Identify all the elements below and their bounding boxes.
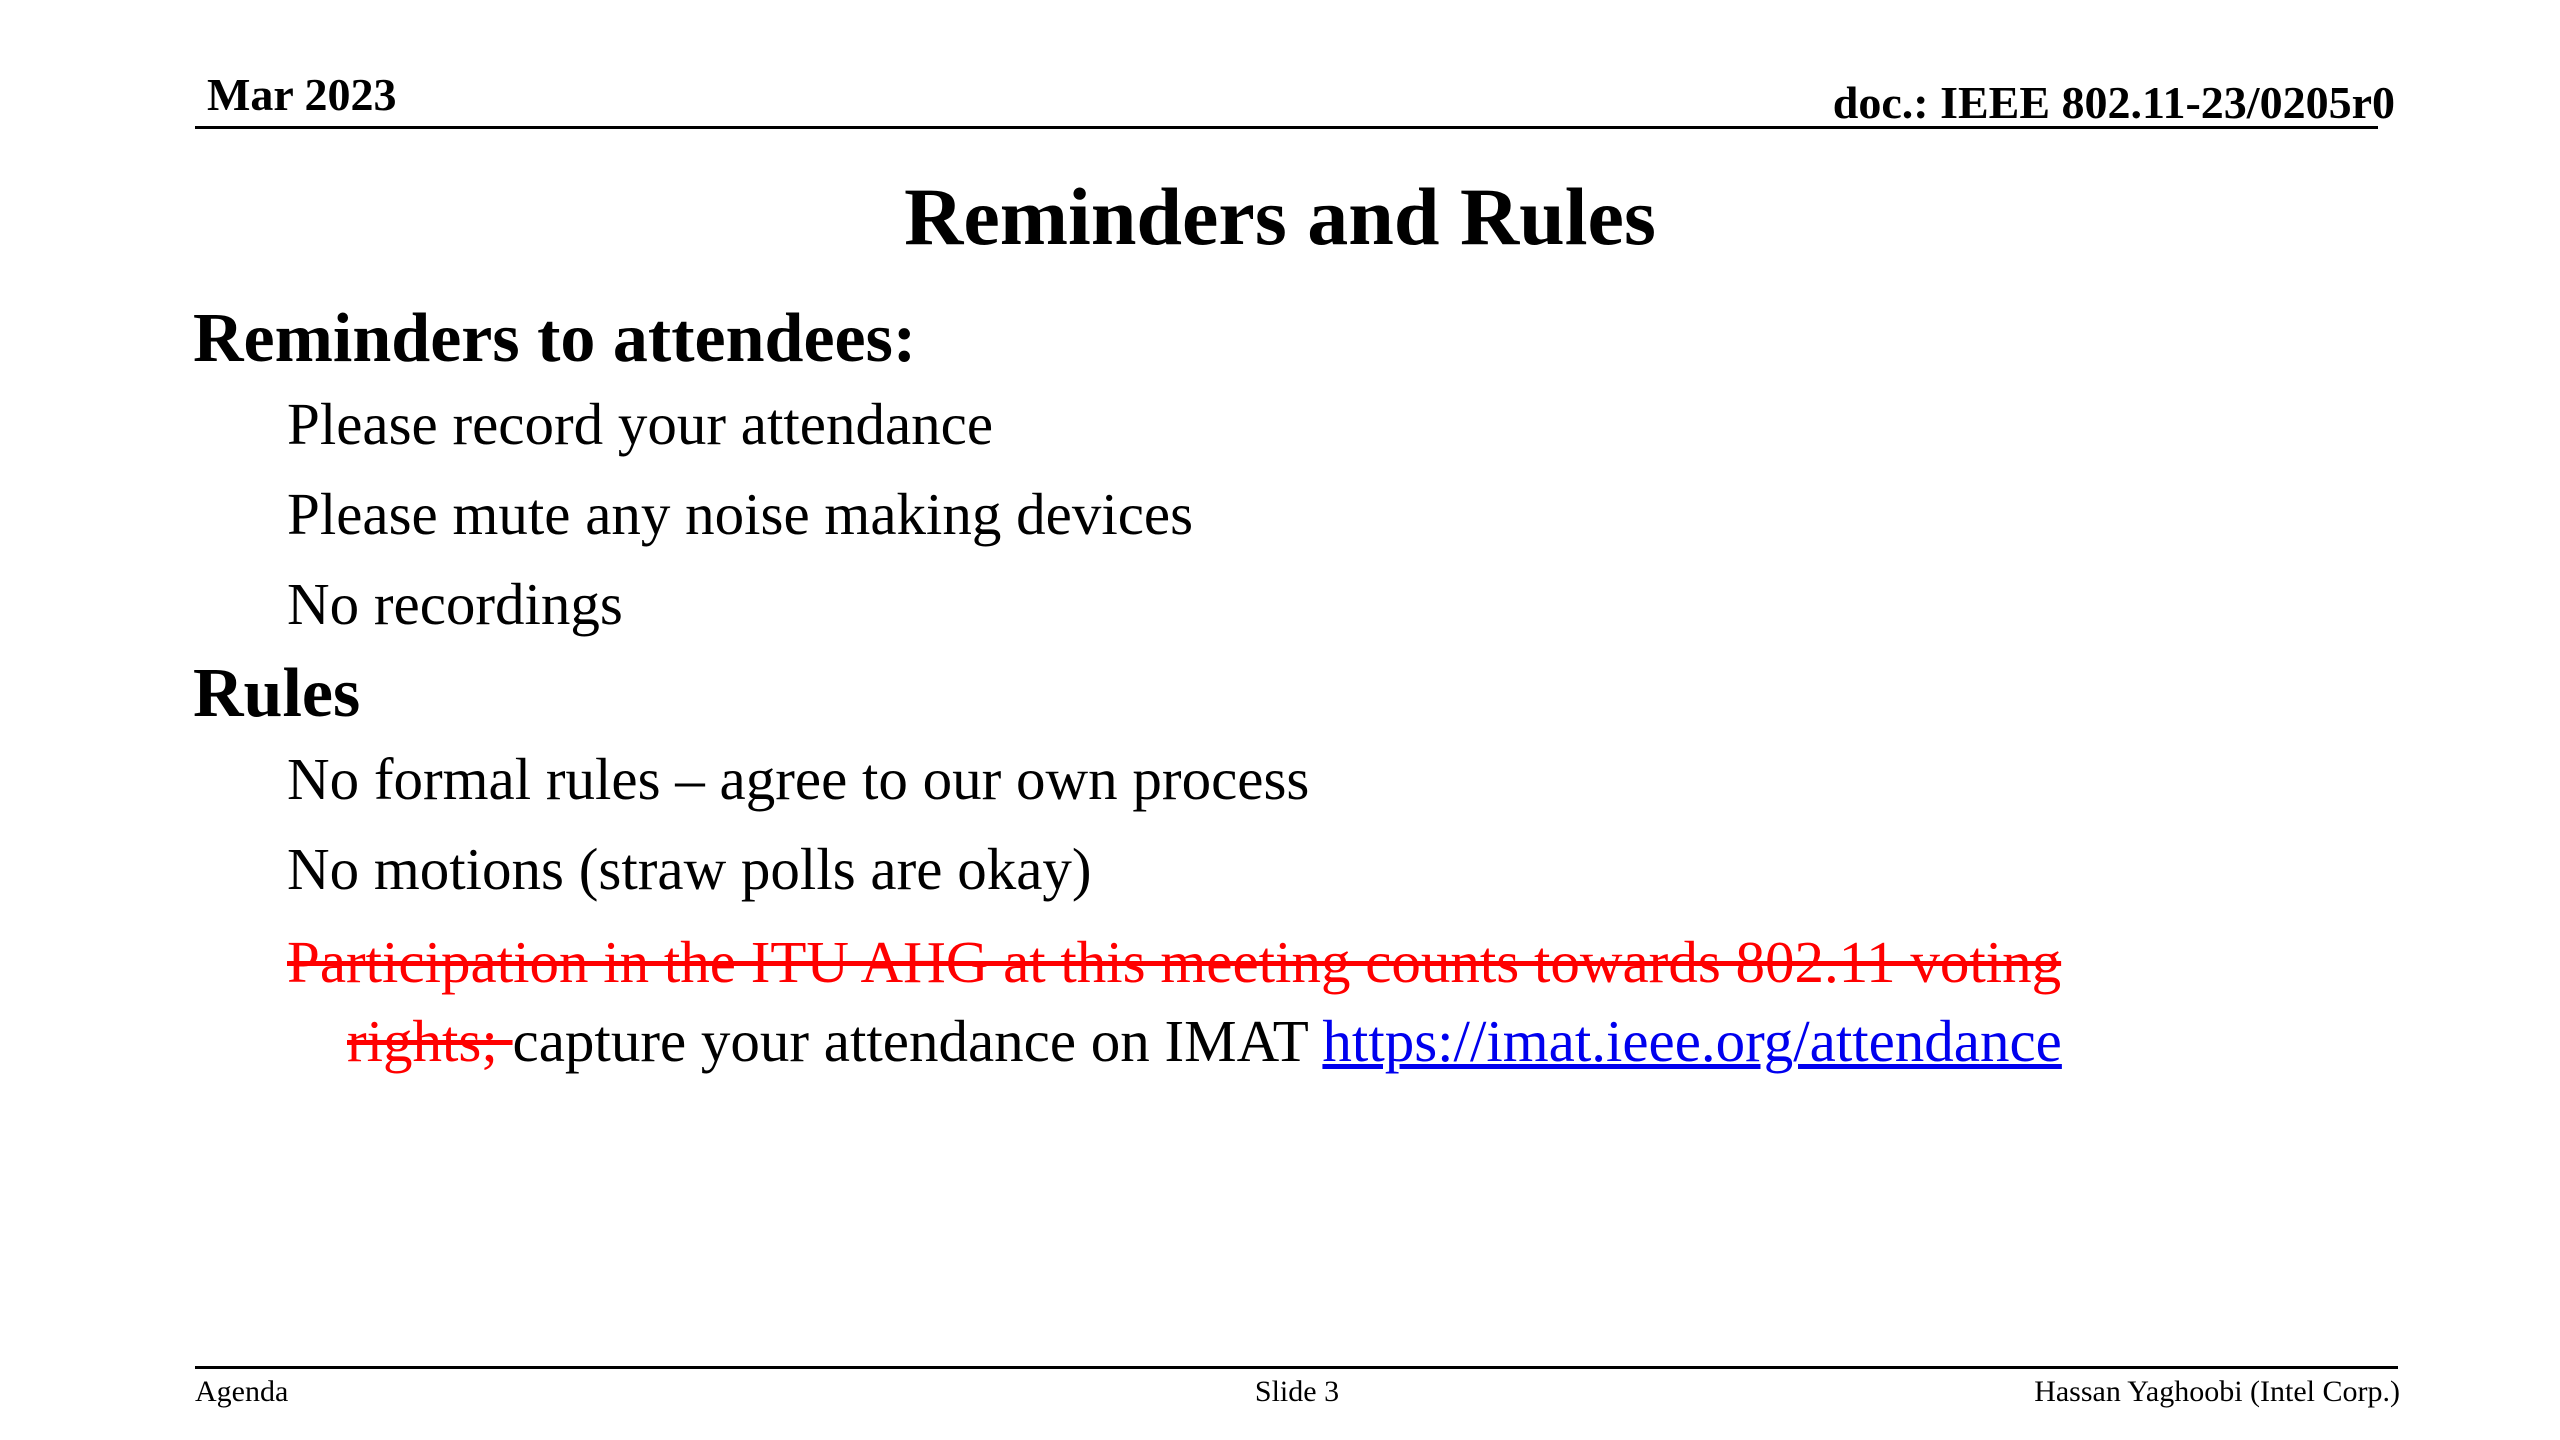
- slide-body: [193, 300, 2293, 1081]
- footer-slide-number: Slide 3: [1254, 1375, 1340, 1408]
- header-doc-id: doc.: IEEE 802.11-23/0205r0: [1832, 77, 2395, 128]
- struck-text-line1: Participation in the ITU AHG at this meeting counts towards 802.11 voting: [287, 928, 2062, 995]
- participation-line2: [287, 1002, 2293, 1081]
- header-date: Mar 2023: [207, 69, 397, 120]
- list-item: No motions (straw polls are okay): [287, 836, 1092, 902]
- slide-title: Reminders and Rules: [904, 171, 1656, 262]
- list-item: Please record your attendance: [287, 391, 994, 457]
- section-heading-rules: Rules: [193, 655, 361, 733]
- list-item: No recordings: [287, 570, 623, 637]
- footer-author: Hassan Yaghoobi (Intel Corp.): [2034, 1375, 2400, 1408]
- footer-divider: [195, 1366, 2398, 1369]
- footer-left-text: Agenda: [195, 1375, 289, 1408]
- struck-text-line2: rights;: [347, 1007, 513, 1074]
- section-heading-reminders: Reminders to attendees:: [193, 300, 917, 377]
- list-item: Please mute any noise making devices: [287, 480, 1194, 547]
- header-divider: [195, 126, 2378, 129]
- capture-attendance-text: capture your attendance on IMAT: [512, 1007, 1323, 1074]
- imat-attendance-link[interactable]: https://imat.ieee.org/attendance: [1322, 1007, 2062, 1074]
- participation-item: [193, 923, 2293, 1081]
- list-item: No formal rules – agree to our own process: [287, 746, 1310, 813]
